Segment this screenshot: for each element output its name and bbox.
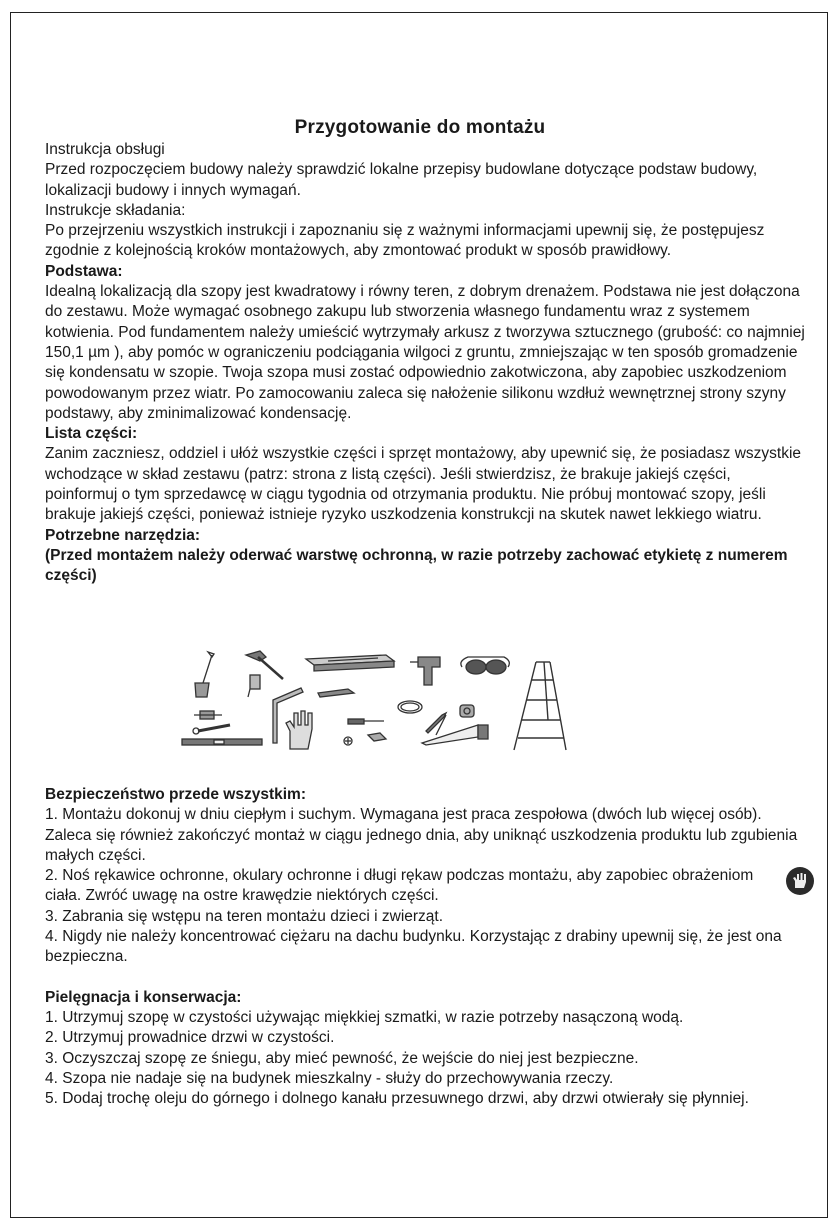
level-icon xyxy=(306,655,394,671)
manual-label: Instrukcja obsługi xyxy=(45,141,165,158)
care-item-4: 4. Szopa nie nadaje się na budynek mieszkalny - służy do przechowywania rzeczy. xyxy=(45,1069,614,1087)
content-top xyxy=(45,140,805,587)
content-bottom xyxy=(45,785,810,1109)
glove-icon xyxy=(286,711,312,749)
parts-heading: Lista części: xyxy=(45,425,138,443)
screwdriver-icon xyxy=(344,719,386,745)
hammer-icon xyxy=(246,651,283,697)
tools-illustration xyxy=(178,645,552,757)
ladder-illustration xyxy=(500,640,610,755)
care-item-3: 3. Oczyszczaj szopę ze śniegu, aby mieć pewność, że wejście do niej jest bezpieczne. xyxy=(45,1049,639,1067)
clamp-icon xyxy=(194,711,222,719)
wire-icon xyxy=(398,701,422,713)
safety-item-4: 4. Nigdy nie należy koncentrować ciężaru na dachu budynku. Korzystając z drabiny upewnij się, że jest ona bezpieczna. xyxy=(45,928,782,966)
tools-heading: Potrzebne narzędzia: xyxy=(45,526,201,544)
drill-icon xyxy=(410,657,440,685)
manual-text: Przed rozpoczęciem budowy należy sprawdzić lokalne przepisy budowlane dotyczące podstaw budowy, lokalizacji budowy i innych wymagań. xyxy=(45,161,758,199)
glove-warning-icon xyxy=(785,866,815,896)
care-item-2: 2. Utrzymuj prowadnice drzwi w czystości. xyxy=(45,1029,335,1047)
page-title: Przygotowanie do montażu xyxy=(294,117,546,138)
short-level-icon xyxy=(182,739,262,745)
care-item-1: 1. Utrzymuj szopę w czystości używając miękkiej szmatki, w razie potrzeby nasączoną wodą. xyxy=(45,1008,684,1026)
pliers-icon xyxy=(426,713,446,735)
ladder-icon xyxy=(514,662,566,750)
safety-item-2: 2. Noś rękawice ochronne, okulary ochronne i długi rękaw podczas montażu, aby zapobiec obrażeniom ciała. Zwróć uwagę na ostre krawędzie niektórych części. xyxy=(45,867,754,905)
assembly-label: Instrukcje składania: xyxy=(45,201,186,219)
care-heading: Pielęgnacja i konserwacja: xyxy=(45,988,242,1006)
assembly-text: Po przejrzeniu wszystkich instrukcji i zapoznaniu się z ważnymi informacjami upewnij się, że postępujesz zgodnie z kolejnością kroków montażowych, aby zmontować produkt w sposób prawidłowy. xyxy=(45,222,765,260)
safety-heading: Bezpieczeństwo przede wszystkim: xyxy=(45,786,306,803)
base-text: Idealną lokalizacją dla szopy jest kwadratowy i równy teren, z dobrym drenażem. Podstawa nie jest dołączona do zestawu. Może wymagać osobnego zakupu lub stworzenia własnego fundamentu wraz z systemem kotwienia. Pod fundamentem należy umieścić wytrzymały arkusz z tworzywa sztucznego (grubość: co najmniej 150,1 µm ), aby pomóc w ograniczeniu podciągania wilgoci z gruntu, zmniejszając w ten sposób gromadzenie się kondensatu w szopie. Twoja szopa musi zostać odpowiednio zakotwiczona, aby zapobiec uszkodzeniom powodowanym przez wiatr. Po zamocowaniu zaleca się nałożenie silikonu wzdłuż wewnętrznej strony szyny podstawy, aby zminimalizować kondensację. xyxy=(45,283,805,422)
base-heading: Podstawa: xyxy=(45,262,123,280)
care-item-5: 5. Dodaj trochę oleju do górnego i dolnego kanału przesuwnego drzwi, aby drzwi otwierały się płynniej. xyxy=(45,1090,749,1108)
tools-note: (Przed montażem należy oderwać warstwę ochronną, w razie potrzeby zachować etykietę z numerem części) xyxy=(45,546,788,585)
knife-icon xyxy=(318,689,354,697)
tape-measure-icon xyxy=(460,705,474,717)
parts-text: Zanim zaczniesz, oddziel i ułóż wszystkie części i sprzęt montażowy, aby upewnić się, że posiadasz wszystkie wchodzące w skład zestawu (patrz: strona z listą części). Jeśli stwierdzisz, że brakuje jakiejś części, poinformuj o tym sprzedawcę w ciągu tygodnia od otrzymania produktu. Nie próbuj montować szopy, jeśli brakuje jakiejś części, ponieważ istnieje ryzyko uszkodzenia konstrukcji na skutek nawet lekkiego wiatru. xyxy=(45,445,802,524)
wrench-icon xyxy=(193,725,230,734)
safety-item-3: 3. Zabrania się wstępu na teren montażu dzieci i zwierząt. xyxy=(45,907,444,925)
shovel-icon xyxy=(195,652,214,697)
safety-item-1: 1. Montażu dokonuj w dniu ciepłym i suchym. Wymagana jest praca zespołowa (dwóch lub więcej osób). Zaleca się również zakończyć montaż w ciągu jednego dnia, aby uniknąć uszkodzenia produktu lub zgubienia małych części. xyxy=(45,806,798,864)
